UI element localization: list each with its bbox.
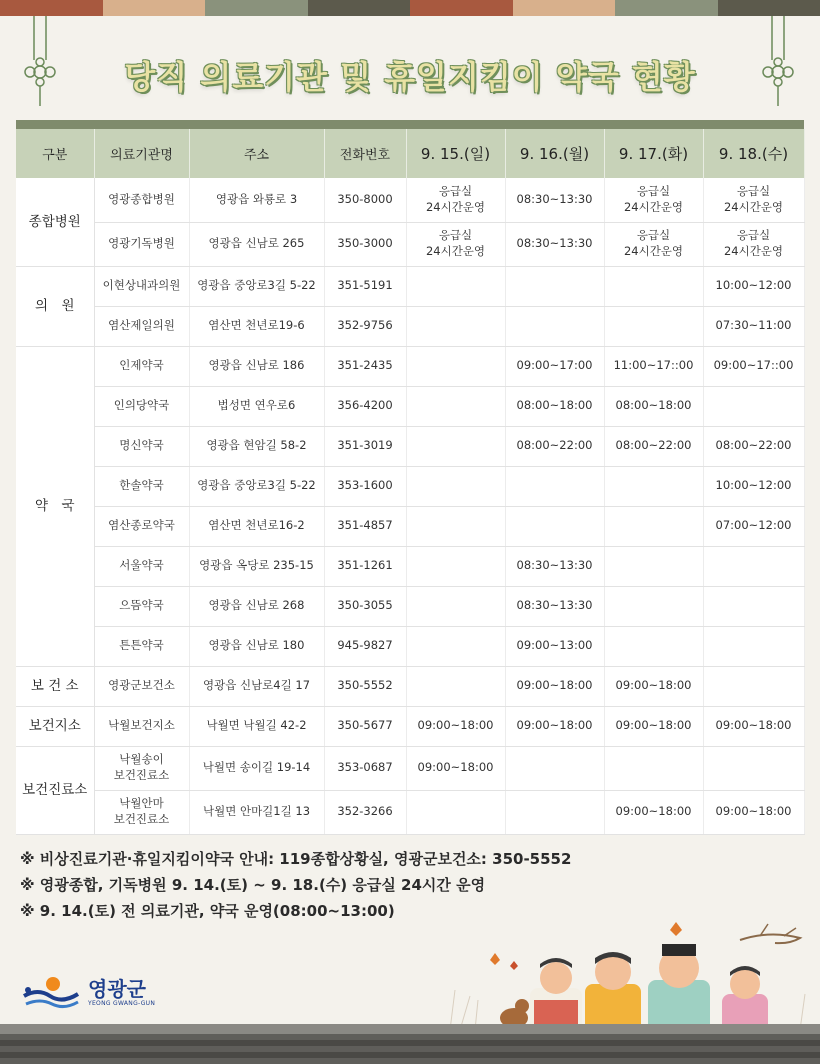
hours-0915-cell: [406, 346, 505, 386]
address-cell: 영광읍 현암길 58-2: [189, 426, 324, 466]
hours-0918-cell: [703, 626, 804, 666]
hours-0917-cell: 08:00~18:00: [604, 386, 703, 426]
hours-0916-cell: 09:00~13:00: [505, 626, 604, 666]
table-row: [16, 506, 804, 546]
hours-0916-cell: [505, 506, 604, 546]
schedule-table-container: [16, 120, 804, 835]
institution-name-cell: 낙월안마 보건진료소: [94, 790, 189, 834]
hours-0916-cell: 08:30~13:30: [505, 586, 604, 626]
phone-number-cell: 945-9827: [324, 626, 406, 666]
phone-number-cell: 351-2435: [324, 346, 406, 386]
institution-name-cell: 염산종로약국: [94, 506, 189, 546]
table-row: [16, 178, 804, 222]
phone-number-cell: 351-5191: [324, 266, 406, 306]
header-date-0917: 9. 17.(화): [604, 129, 703, 178]
page-title: 당직 의료기관 및 휴일지킴이 약국 현황: [124, 58, 696, 96]
note-saturday-hours: ※ 9. 14.(토) 전 의료기관, 약국 운영(08:00~13:00): [20, 902, 395, 920]
address-cell: 염산면 천년로16-2: [189, 506, 324, 546]
institution-name-cell: 서울약국: [94, 546, 189, 586]
institution-name-cell: 영광종합병원: [94, 178, 189, 222]
phone-number-cell: 350-8000: [324, 178, 406, 222]
institution-name-cell: 한솔약국: [94, 466, 189, 506]
roof-tile-floor: [0, 1024, 820, 1064]
hours-0916-cell: [505, 746, 604, 790]
table-row: [16, 426, 804, 466]
hours-0917-cell: [604, 306, 703, 346]
hours-0917-cell: 응급실 24시간운영: [604, 222, 703, 266]
address-cell: 영광읍 신남로 268: [189, 586, 324, 626]
hours-0916-cell: [505, 306, 604, 346]
address-cell: 염산면 천년로19-6: [189, 306, 324, 346]
category-cell: 종합병원: [16, 178, 94, 266]
hours-0916-cell: 08:00~18:00: [505, 386, 604, 426]
category-cell: 보 건 소: [16, 666, 94, 706]
note-hospital-emergency: ※ 영광종합, 기독병원 9. 14.(토) ~ 9. 18.(수) 응급실 24시간 운영: [20, 876, 486, 894]
hours-0917-cell: [604, 746, 703, 790]
hours-0916-cell: [505, 266, 604, 306]
hours-0916-cell: [505, 466, 604, 506]
hours-0915-cell: [406, 790, 505, 834]
hours-0915-cell: 응급실 24시간운영: [406, 178, 505, 222]
phone-number-cell: 353-0687: [324, 746, 406, 790]
table-row: [16, 586, 804, 626]
hours-0916-cell: 08:30~13:30: [505, 178, 604, 222]
institution-name-cell: 튼튼약국: [94, 626, 189, 666]
table-row: [16, 222, 804, 266]
phone-number-cell: 351-3019: [324, 426, 406, 466]
category-cell: 보건지소: [16, 706, 94, 746]
hours-0915-cell: [406, 586, 505, 626]
hours-0918-cell: [703, 586, 804, 626]
hours-0918-cell: 09:00~18:00: [703, 706, 804, 746]
institution-name-cell: 염산제일의원: [94, 306, 189, 346]
header-phone: 전화번호: [324, 129, 406, 178]
address-cell: 영광읍 와룡로 3: [189, 178, 324, 222]
hours-0917-cell: [604, 466, 703, 506]
institution-name-cell: 명신약국: [94, 426, 189, 466]
hours-0918-cell: 10:00~12:00: [703, 466, 804, 506]
table-row: [16, 546, 804, 586]
hours-0917-cell: [604, 586, 703, 626]
hours-0917-cell: [604, 546, 703, 586]
hours-0915-cell: [406, 306, 505, 346]
phone-number-cell: 352-9756: [324, 306, 406, 346]
hours-0918-cell: [703, 666, 804, 706]
table-row: [16, 266, 804, 306]
hours-0915-cell: [406, 466, 505, 506]
address-cell: 법성면 연우로6: [189, 386, 324, 426]
hours-0917-cell: 11:00~17::00: [604, 346, 703, 386]
top-color-bar: [0, 0, 820, 16]
hours-0918-cell: 09:00~17::00: [703, 346, 804, 386]
table-row: [16, 626, 804, 666]
hours-0917-cell: 09:00~18:00: [604, 706, 703, 746]
hours-0918-cell: 응급실 24시간운영: [703, 178, 804, 222]
address-cell: 영광읍 신남로 186: [189, 346, 324, 386]
hours-0916-cell: 09:00~18:00: [505, 706, 604, 746]
institution-name-cell: 인의당약국: [94, 386, 189, 426]
hours-0915-cell: 응급실 24시간운영: [406, 222, 505, 266]
hours-0916-cell: 08:00~22:00: [505, 426, 604, 466]
table-row: [16, 666, 804, 706]
hours-0915-cell: [406, 386, 505, 426]
hours-0917-cell: [604, 266, 703, 306]
institution-name-cell: 낙월송이 보건진료소: [94, 746, 189, 790]
institution-name-cell: 영광기독병원: [94, 222, 189, 266]
hours-0917-cell: 08:00~22:00: [604, 426, 703, 466]
hours-0918-cell: 07:00~12:00: [703, 506, 804, 546]
hours-0915-cell: [406, 266, 505, 306]
table-row: [16, 386, 804, 426]
hours-0918-cell: 10:00~12:00: [703, 266, 804, 306]
hours-0918-cell: 08:00~22:00: [703, 426, 804, 466]
category-cell: 약 국: [16, 346, 94, 666]
yeonggwang-logo-icon: [20, 974, 82, 1010]
hours-0918-cell: [703, 746, 804, 790]
hours-0917-cell: 09:00~18:00: [604, 666, 703, 706]
hours-0915-cell: [406, 506, 505, 546]
table-row: [16, 746, 804, 790]
hours-0917-cell: [604, 506, 703, 546]
logo-subtitle: YEONG GWANG-GUN: [88, 999, 156, 1007]
phone-number-cell: 351-4857: [324, 506, 406, 546]
institution-name-cell: 낙월보건지소: [94, 706, 189, 746]
hours-0916-cell: 09:00~18:00: [505, 666, 604, 706]
table-row: [16, 306, 804, 346]
note-emergency-contact: ※ 비상진료기관·휴일지킴이약국 안내: 119종합상황실, 영광군보건소: 350-5552: [20, 850, 572, 868]
hours-0916-cell: 08:30~13:30: [505, 222, 604, 266]
hours-0915-cell: [406, 426, 505, 466]
institution-name-cell: 영광군보건소: [94, 666, 189, 706]
hours-0918-cell: [703, 546, 804, 586]
header-date-0915: 9. 15.(일): [406, 129, 505, 178]
table-row: [16, 466, 804, 506]
header-date-0918: 9. 18.(수): [703, 129, 804, 178]
header-address: 주소: [189, 129, 324, 178]
hours-0917-cell: [604, 626, 703, 666]
county-logo: [20, 974, 155, 1010]
hours-0915-cell: [406, 666, 505, 706]
address-cell: 영광읍 중앙로3길 5-22: [189, 466, 324, 506]
hours-0918-cell: [703, 386, 804, 426]
table-row: [16, 706, 804, 746]
phone-number-cell: 350-3000: [324, 222, 406, 266]
hours-0915-cell: 09:00~18:00: [406, 706, 505, 746]
institution-name-cell: 으뜸약국: [94, 586, 189, 626]
hours-0918-cell: 09:00~18:00: [703, 790, 804, 834]
category-cell: 보건진료소: [16, 746, 94, 834]
table-row: [16, 790, 804, 834]
header-date-0916: 9. 16.(월): [505, 129, 604, 178]
hours-0915-cell: [406, 626, 505, 666]
hours-0915-cell: 09:00~18:00: [406, 746, 505, 790]
category-cell: 의 원: [16, 266, 94, 346]
phone-number-cell: 353-1600: [324, 466, 406, 506]
table-header-row: [16, 129, 804, 178]
phone-number-cell: 352-3266: [324, 790, 406, 834]
phone-number-cell: 350-5552: [324, 666, 406, 706]
address-cell: 영광읍 신남로 265: [189, 222, 324, 266]
address-cell: 낙월면 안마길1길 13: [189, 790, 324, 834]
logo-name: 영광군: [88, 976, 146, 1001]
hours-0916-cell: 09:00~17:00: [505, 346, 604, 386]
hours-0916-cell: [505, 790, 604, 834]
hours-0916-cell: 08:30~13:30: [505, 546, 604, 586]
header-institution: 의료기관명: [94, 129, 189, 178]
phone-number-cell: 356-4200: [324, 386, 406, 426]
address-cell: 낙월면 송이길 19-14: [189, 746, 324, 790]
header-category: 구분: [16, 129, 94, 178]
hours-0917-cell: 09:00~18:00: [604, 790, 703, 834]
hours-0917-cell: 응급실 24시간운영: [604, 178, 703, 222]
address-cell: 낙월면 낙월길 42-2: [189, 706, 324, 746]
schedule-table: [16, 129, 805, 835]
address-cell: 영광읍 신남로 180: [189, 626, 324, 666]
address-cell: 영광읍 중앙로3길 5-22: [189, 266, 324, 306]
phone-number-cell: 350-5677: [324, 706, 406, 746]
hours-0918-cell: 07:30~11:00: [703, 306, 804, 346]
phone-number-cell: 351-1261: [324, 546, 406, 586]
hours-0915-cell: [406, 546, 505, 586]
phone-number-cell: 350-3055: [324, 586, 406, 626]
address-cell: 영광읍 신남로4길 17: [189, 666, 324, 706]
address-cell: 영광읍 옥당로 235-15: [189, 546, 324, 586]
table-top-bar: [16, 120, 804, 129]
institution-name-cell: 인제약국: [94, 346, 189, 386]
hours-0918-cell: 응급실 24시간운영: [703, 222, 804, 266]
institution-name-cell: 이현상내과의원: [94, 266, 189, 306]
table-row: [16, 346, 804, 386]
